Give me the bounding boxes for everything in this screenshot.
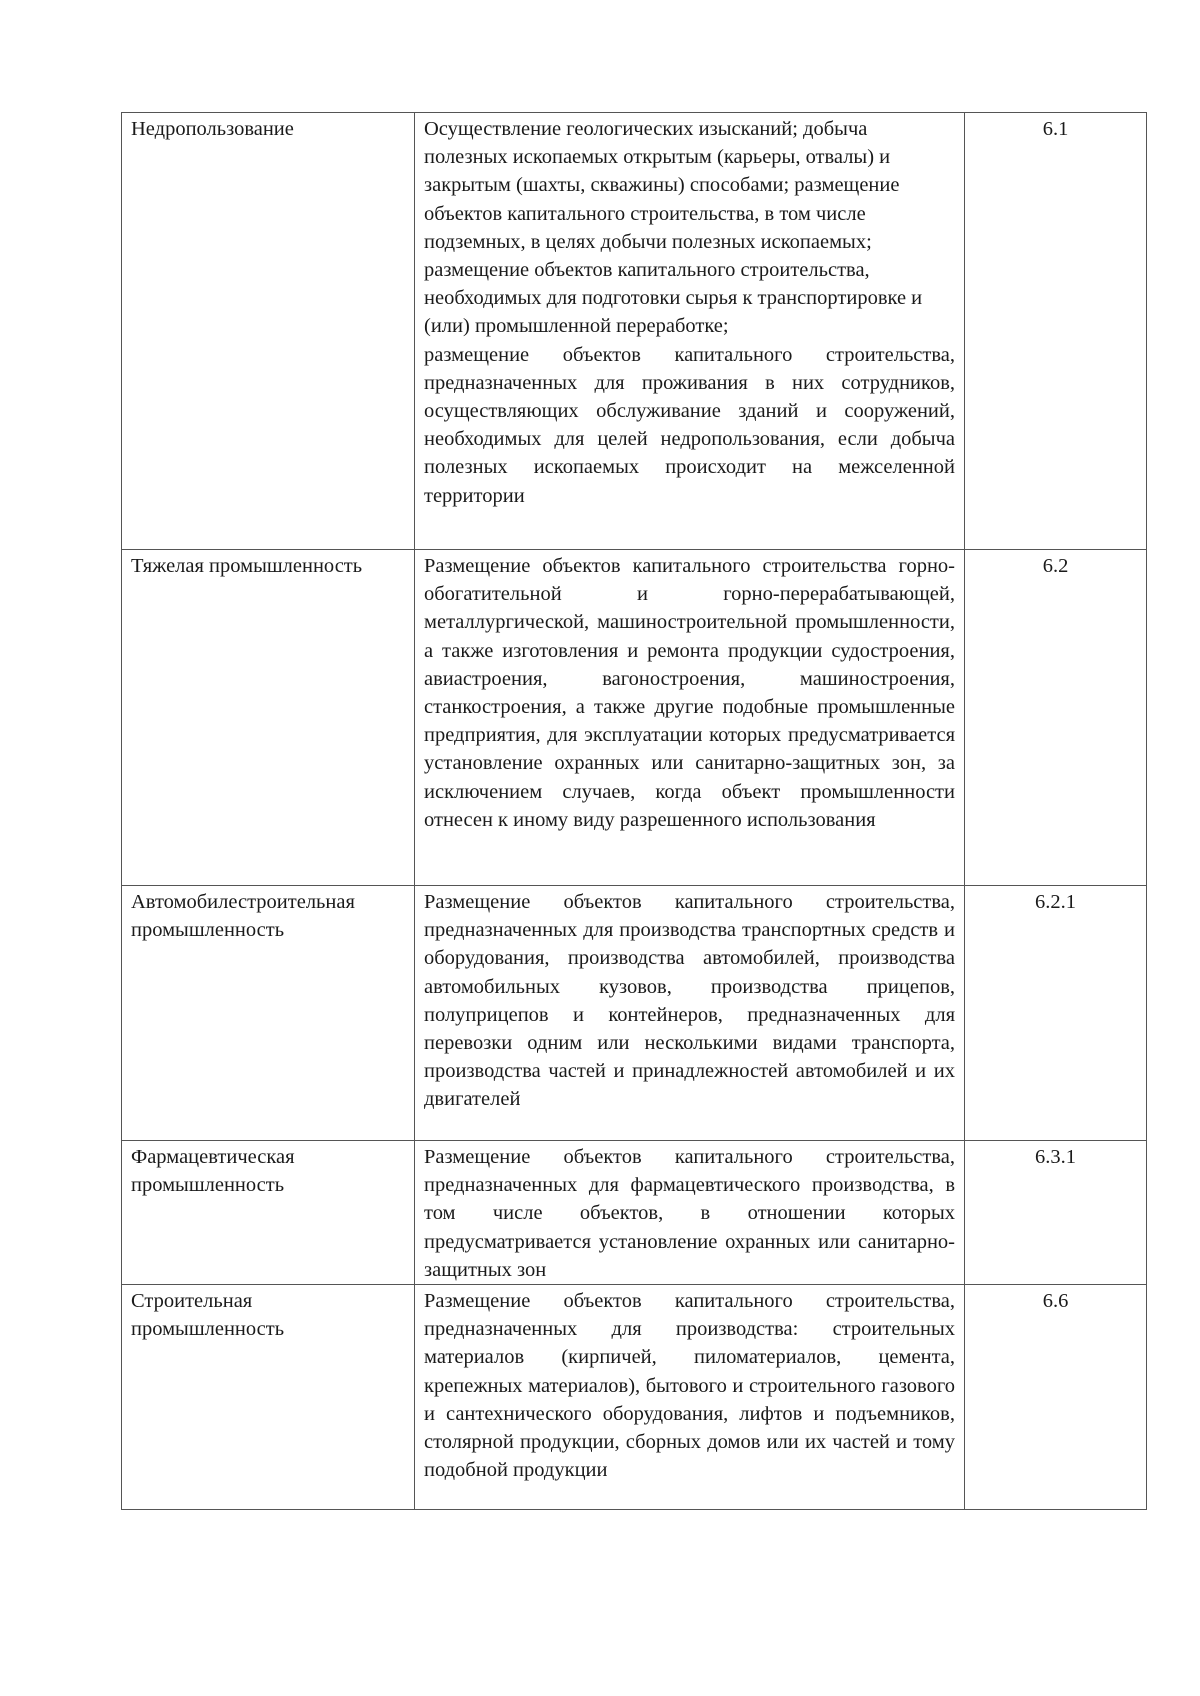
use-type-name: Фармацевтическая промышленность bbox=[122, 1141, 415, 1285]
use-type-code: 6.2.1 bbox=[965, 886, 1147, 1141]
use-type-description bbox=[415, 886, 965, 1141]
table-row bbox=[122, 886, 1147, 1141]
use-type-description bbox=[415, 1141, 965, 1285]
description-paragraph: Размещение объектов капитального строительства, предназначенных для производства: строительных материалов (кирпичей, пиломатериалов, цемента, крепежных материалов), бытового и строительного газового и сантехнического оборудования, лифтов и подъемников, столярной продукции, сборных домов или их частей и тому подобной продукции bbox=[424, 1290, 955, 1482]
description-paragraph: Размещение объектов капитального строительства, предназначенных для фармацевтического производства, в том числе объектов, в отношении которых предусматривается установление охранных или санитарно-защитных зон bbox=[424, 1146, 955, 1281]
table-row bbox=[122, 113, 1147, 550]
use-type-description bbox=[415, 550, 965, 886]
use-type-code: 6.2 bbox=[965, 550, 1147, 886]
use-type-code: 6.3.1 bbox=[965, 1141, 1147, 1285]
land-use-table bbox=[121, 112, 1147, 1510]
description-paragraph: Осуществление геологических изысканий; добыча полезных ископаемых открытым (карьеры, отвалы) и закрытым (шахты, скважины) способами; размещение объектов капитального строительства, в том числе подземных, в целях добычи полезных ископаемых; размещение объектов капитального строительства, необходимых для подготовки сырья к транспортировке и (или) промышленной переработке; bbox=[424, 118, 923, 338]
use-type-name: Строительная промышленность bbox=[122, 1285, 415, 1510]
use-type-description bbox=[415, 1285, 965, 1510]
use-type-name: Недропользование bbox=[122, 113, 415, 550]
description-paragraph: Размещение объектов капитального строительства, предназначенных для производства транспортных средств и оборудования, производства автомобилей, производства автомобильных кузовов, производства прицепов, полуприцепов и контейнеров, предназначенных для перевозки одним или несколькими видами транспорта, производства частей и принадлежностей автомобилей и их двигателей bbox=[424, 891, 955, 1111]
description-paragraph: Размещение объектов капитального строительства горно-обогатительной и горно-перерабатывающей, металлургической, машиностроительной промышленности, а также изготовления и ремонта продукции судостроения, авиастроения, вагоностроения, машиностроения, станкостроения, а также другие подобные промышленные предприятия, для эксплуатации которых предусматривается установление охранных или санитарно-защитных зон, за исключением случаев, когда объект промышленности отнесен к иному виду разрешенного использования bbox=[424, 555, 955, 831]
use-type-name: Тяжелая промышленность bbox=[122, 550, 415, 886]
table-row bbox=[122, 550, 1147, 886]
table-row bbox=[122, 1285, 1147, 1510]
use-type-name: Автомобилестроительная промышленность bbox=[122, 886, 415, 1141]
table-row bbox=[122, 1141, 1147, 1285]
description-paragraph: размещение объектов капитального строительства, предназначенных для проживания в них сотрудников, осуществляющих обслуживание зданий и сооружений, необходимых для целей недропользования, если добыча полезных ископаемых происходит на межселенной территории bbox=[424, 343, 955, 507]
use-type-code: 6.1 bbox=[965, 113, 1147, 550]
use-type-code: 6.6 bbox=[965, 1285, 1147, 1510]
use-type-description bbox=[415, 113, 965, 550]
